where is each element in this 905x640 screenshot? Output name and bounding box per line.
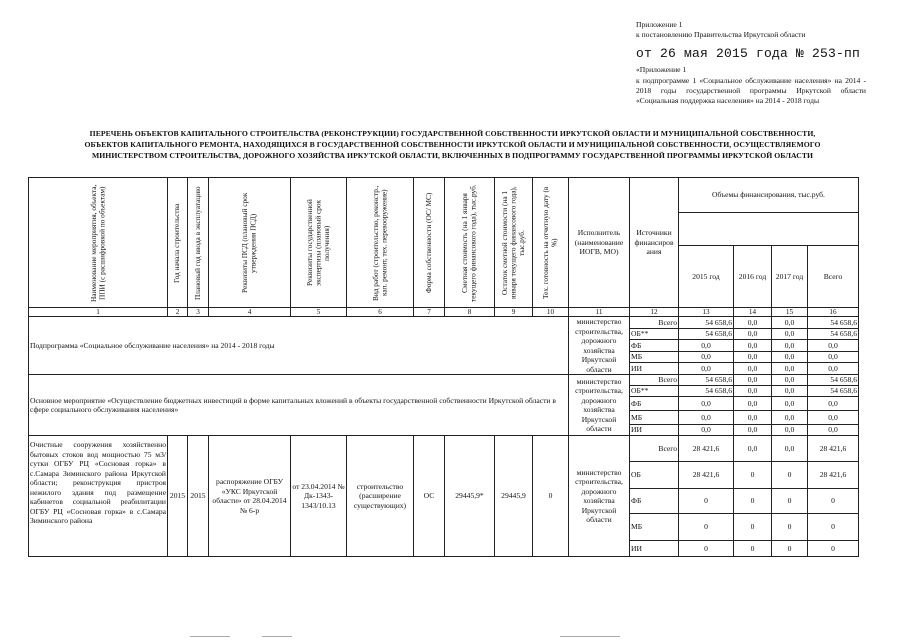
annex-date: от 26 мая 2015 года № 253-пп xyxy=(636,46,861,62)
header-cell xyxy=(291,178,347,308)
value-cell: 54 658,6 xyxy=(808,386,859,397)
header-year: 2017 год xyxy=(772,246,808,308)
value-cell: 0,0 xyxy=(679,425,734,436)
source-cell: Всего xyxy=(630,436,679,462)
object-ownership: ОС xyxy=(414,436,445,557)
column-number: 8 xyxy=(445,308,495,317)
value-cell: 0,0 xyxy=(772,386,808,397)
value-cell: 0,0 xyxy=(772,328,808,340)
header-cell xyxy=(495,178,533,308)
annex-line: к постановлению Правительства Иркутской области xyxy=(636,30,806,40)
column-number: 9 xyxy=(495,308,533,317)
value-cell: 0,0 xyxy=(734,425,772,436)
value-cell: 0 xyxy=(734,489,772,514)
value-cell: 0 xyxy=(679,489,734,514)
value-cell: 0,0 xyxy=(808,425,859,436)
value-cell: 0,0 xyxy=(734,340,772,352)
source-cell: ИИ xyxy=(630,363,679,375)
value-cell: 0,0 xyxy=(808,351,859,363)
value-cell: 0 xyxy=(734,514,772,541)
value-cell: 0,0 xyxy=(772,340,808,352)
value-cell: 28 421,6 xyxy=(679,436,734,462)
value-cell: 0,0 xyxy=(734,375,772,386)
scan-artifact xyxy=(0,630,905,640)
value-cell: 0,0 xyxy=(772,317,808,329)
value-cell: 28 421,6 xyxy=(808,462,859,489)
title-line: ПЕРЕЧЕНЬ ОБЪЕКТОВ КАПИТАЛЬНОГО СТРОИТЕЛЬСТВА (РЕКОНСТРУКЦИИ) ГОСУДАРСТВЕННОЙ СОБСТВЕННОСТИ ИРКУТСКОЙ ОБЛАСТИ И МУНИЦИПАЛЬНОЙ СОБСТВЕННОСТИ, xyxy=(89,129,816,138)
value-cell: 0 xyxy=(679,541,734,557)
header-cell xyxy=(29,178,168,308)
annex-line: к подпрограмме 1 «Социальное обслуживание населения» на 2014 - 2018 годы государственной программы Иркутской области «Социальная поддержка населения» на 2014 - 2018 годы xyxy=(636,75,866,106)
title-line: ОБЪЕКТОВ КАПИТАЛЬНОГО РЕМОНТА, НАХОДЯЩИХСЯ В ГОСУДАРСТВЕННОЙ СОБСТВЕННОСТИ ИРКУТСКОЙ ОБЛАСТИ И МУНИЦИПАЛЬНОЙ СОБСТВЕННОСТИ, ОСУЩЕСТВЛЯЕМОГО xyxy=(84,140,821,149)
source-cell: ИИ xyxy=(630,541,679,557)
value-cell: 0,0 xyxy=(734,436,772,462)
header-funding: Объемы финансирования, тыс.руб. xyxy=(679,178,859,213)
value-cell: 0,0 xyxy=(734,411,772,425)
value-cell: 0 xyxy=(772,489,808,514)
source-cell: ИИ xyxy=(630,425,679,436)
value-cell: 0,0 xyxy=(808,363,859,375)
source-cell: ФБ xyxy=(630,397,679,411)
title-line: МИНИСТЕРСТВОМ СТРОИТЕЛЬСТВА, ДОРОЖНОГО ХОЗЯЙСТВА ИРКУТСКОЙ ОБЛАСТИ, ВКЛЮЧЕННЫХ В ПОДПРОГРАММУ ГОСУДАРСТВЕННОЙ ПРОГРАММЫ ИРКУТСКОЙ ОБЛАСТИ xyxy=(91,151,814,160)
value-cell: 0 xyxy=(808,489,859,514)
value-cell: 28 421,6 xyxy=(679,462,734,489)
source-cell: МБ xyxy=(630,351,679,363)
value-cell: 0,0 xyxy=(734,317,772,329)
table-row xyxy=(29,375,859,386)
value-cell: 0,0 xyxy=(734,386,772,397)
source-cell: ФБ xyxy=(630,340,679,352)
value-cell: 54 658,6 xyxy=(679,375,734,386)
header-cell xyxy=(168,178,188,308)
header-work: Вид работ (строительство, реконстр., кап. ремонт, тех. перевооружение) xyxy=(370,184,388,301)
header-cell xyxy=(445,178,495,308)
value-cell: 0 xyxy=(734,541,772,557)
column-number: 7 xyxy=(414,308,445,317)
value-cell: 0,0 xyxy=(772,375,808,386)
value-cell: 0 xyxy=(772,514,808,541)
header-cell xyxy=(347,178,414,308)
value-cell: 0,0 xyxy=(679,411,734,425)
section-name: Основное мероприятие «Осуществление бюджетных инвестиций в форме капитальных вложений в объекты государственной собственности Иркутской области в сфере социального обслуживания населения» xyxy=(29,375,569,436)
value-cell: 0,0 xyxy=(679,340,734,352)
header-remaining: Остаток сметной стоимости (на 1 января текущего финансового года), тыс.руб. xyxy=(499,186,526,299)
annex-line: «Приложение 1 xyxy=(636,65,687,75)
value-cell: 0,0 xyxy=(808,340,859,352)
object-work-type: строительство (расширение существующих) xyxy=(347,436,414,557)
column-number: 5 xyxy=(291,308,347,317)
table-row xyxy=(29,317,859,329)
value-cell: 0,0 xyxy=(679,351,734,363)
annex-block xyxy=(636,20,866,106)
value-cell: 0 xyxy=(808,514,859,541)
column-number: 3 xyxy=(188,308,209,317)
value-cell: 0,0 xyxy=(679,363,734,375)
object-cost: 29445,9* xyxy=(445,436,495,557)
header-year: 2016 год xyxy=(734,246,772,308)
object-end-year: 2015 xyxy=(188,436,209,557)
value-cell: 0,0 xyxy=(772,351,808,363)
source-cell: Всего xyxy=(630,317,679,329)
value-cell: 0 xyxy=(679,514,734,541)
column-number: 14 xyxy=(734,308,772,317)
source-cell: МБ xyxy=(630,411,679,425)
column-number: 4 xyxy=(209,308,291,317)
column-numbers-row xyxy=(29,308,859,317)
value-cell: 0,0 xyxy=(734,397,772,411)
value-cell: 28 421,6 xyxy=(808,436,859,462)
column-number: 12 xyxy=(630,308,679,317)
header-year: 2015 год xyxy=(679,246,734,308)
header-sources: Источники финансиров ания xyxy=(630,178,679,308)
table-row xyxy=(29,436,859,462)
value-cell: 54 658,6 xyxy=(679,317,734,329)
value-cell: 0,0 xyxy=(679,397,734,411)
source-cell: ОБ xyxy=(630,462,679,489)
header-cell xyxy=(414,178,445,308)
value-cell: 0 xyxy=(772,462,808,489)
column-number: 11 xyxy=(569,308,630,317)
header-psd: Реквизиты ПСД (плановый срок утверждения ПСД) xyxy=(240,192,258,293)
column-number: 13 xyxy=(679,308,734,317)
column-number: 1 xyxy=(29,308,168,317)
object-expertise: от 23.04.2014 № Дк-1343-1343/10.13 xyxy=(291,436,347,557)
source-cell: МБ xyxy=(630,514,679,541)
value-cell: 0,0 xyxy=(734,363,772,375)
column-number: 2 xyxy=(168,308,188,317)
source-cell: ОБ** xyxy=(630,386,679,397)
value-cell: 0,0 xyxy=(734,351,772,363)
object-executor: министерство строительства, дорожного хозяйства Иркутской области xyxy=(569,436,630,557)
annex-line: Приложение 1 xyxy=(636,20,683,29)
value-cell: 0 xyxy=(808,541,859,557)
header-cell xyxy=(188,178,209,308)
value-cell: 0 xyxy=(734,462,772,489)
value-cell: 0,0 xyxy=(772,425,808,436)
value-cell: 0,0 xyxy=(772,363,808,375)
column-number: 10 xyxy=(533,308,569,317)
document-title xyxy=(30,128,875,161)
value-cell: 54 658,6 xyxy=(808,375,859,386)
section-executor: министерство строительства, дорожного хозяйства Иркутской области xyxy=(569,375,630,436)
section-executor: министерство строительства, дорожного хозяйства Иркутской области xyxy=(569,317,630,375)
object-psd: распоряжение ОГБУ «УКС Иркутской области» от 28.04.2014 № 6-р xyxy=(209,436,291,557)
value-cell: 0,0 xyxy=(808,411,859,425)
header-executor: Исполнитель (наименование ИОГВ, МО) xyxy=(569,178,630,308)
column-number: 16 xyxy=(808,308,859,317)
source-cell: Всего xyxy=(630,375,679,386)
value-cell: 54 658,6 xyxy=(808,317,859,329)
header-spacer xyxy=(679,213,859,246)
column-number: 6 xyxy=(347,308,414,317)
source-cell: ФБ xyxy=(630,489,679,514)
value-cell: 0,0 xyxy=(734,328,772,340)
header-cell xyxy=(209,178,291,308)
object-start-year: 2015 xyxy=(168,436,188,557)
object-name: Очистные сооружения хозяйственно бытовых стоков вод мощностью 75 м3/сутки ОГБУ РЦ «Сосновая горка» в с.Самара Зиминского района Иркутской области; реконструкция пристроя нежилого здания под размещение кабинетов социальной реабилитации ОГБУ РЦ «Сосновая горка» в с.Самара Зиминского района xyxy=(29,436,168,557)
header-total: Всего xyxy=(808,246,859,308)
object-remaining: 29445,9 xyxy=(495,436,533,557)
header-name: Наименование мероприятия, объекта, ППИ (с расшифровкой по объектам) xyxy=(88,183,106,302)
header-ready: Тех. готовность на отчетную дату (в %) xyxy=(541,186,559,299)
section-name: Подпрограмма «Социальное обслуживание населения» на 2014 - 2018 годы xyxy=(29,317,569,375)
header-expertise: Реквизиты государственной экспертизы (плановый срок получения) xyxy=(304,199,331,286)
object-readiness: 0 xyxy=(533,436,569,557)
objects-table xyxy=(28,177,859,557)
value-cell: 0 xyxy=(772,541,808,557)
column-number: 15 xyxy=(772,308,808,317)
value-cell: 0,0 xyxy=(772,397,808,411)
value-cell: 54 658,6 xyxy=(679,328,734,340)
value-cell: 54 658,6 xyxy=(679,386,734,397)
value-cell: 0,0 xyxy=(772,436,808,462)
value-cell: 0,0 xyxy=(808,397,859,411)
source-cell: ОБ** xyxy=(630,328,679,340)
header-ownership: Форма собственности (ОС/ МС) xyxy=(423,192,433,293)
header-end: Плановый год ввода в эксплуатацию xyxy=(192,185,202,300)
header-cell xyxy=(533,178,569,308)
value-cell: 54 658,6 xyxy=(808,328,859,340)
header-cost: Сметная стоимость (на 1 января текущего финансового года), тыс.руб. xyxy=(460,183,478,302)
header-start: Год начала строительства xyxy=(172,202,182,283)
value-cell: 0,0 xyxy=(772,411,808,425)
